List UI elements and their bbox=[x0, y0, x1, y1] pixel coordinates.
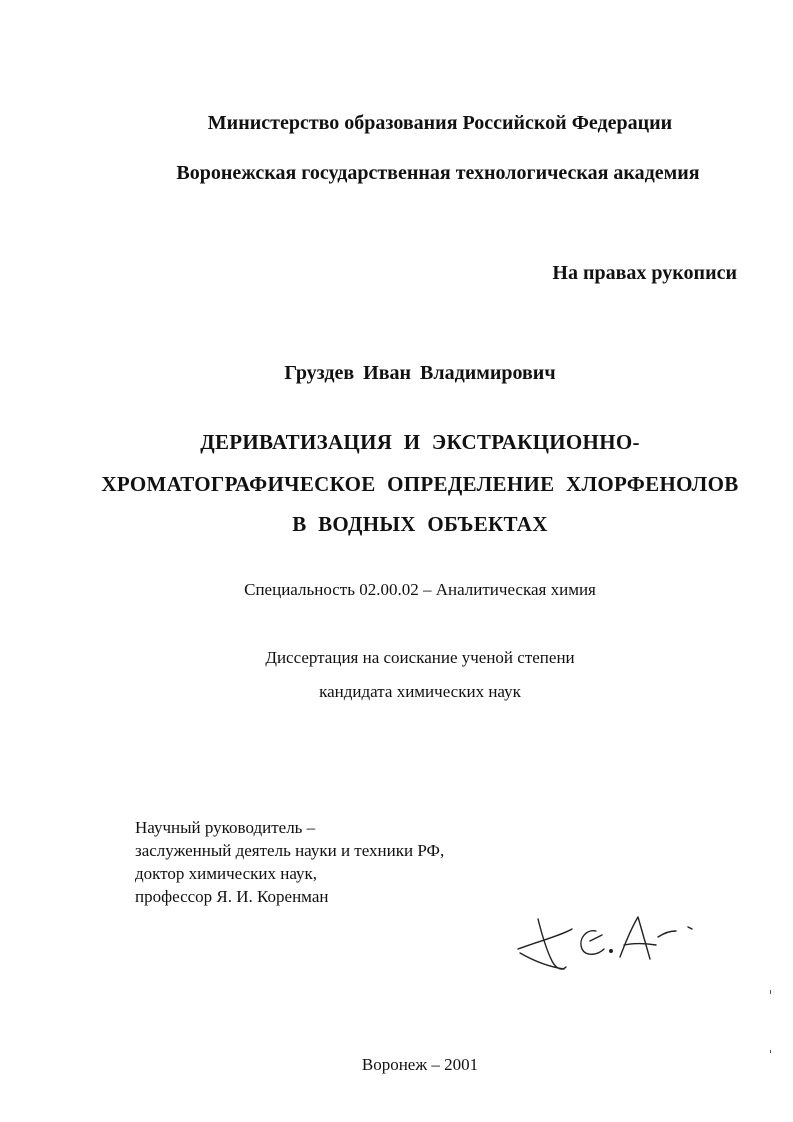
specialty: Специальность 02.00.02 – Аналитическая химия bbox=[244, 580, 596, 599]
scientific-advisor bbox=[135, 816, 444, 908]
academy-name: Воронежская государственная технологическая академия bbox=[176, 162, 700, 184]
advisor-line-3: доктор химических наук, bbox=[135, 864, 318, 883]
advisor-line-2: заслуженный деятель науки и техники РФ, bbox=[135, 841, 445, 860]
title-line-1: ДЕРИВАТИЗАЦИЯ И ЭКСТРАКЦИОННО- bbox=[200, 430, 640, 454]
ministry-name: Министерство образования Российской Федерации bbox=[207, 112, 673, 134]
advisor-line-4: профессор Я. И. Коренман bbox=[135, 887, 329, 906]
dissertation-degree-line-2: кандидата химических наук bbox=[319, 682, 521, 701]
handwritten-signature-icon bbox=[510, 905, 700, 980]
author-name: Груздев Иван Владимирович bbox=[284, 362, 556, 384]
title-line-2: ХРОМАТОГРАФИЧЕСКОЕ ОПРЕДЕЛЕНИЕ ХЛОРФЕНОЛОВ bbox=[101, 472, 739, 496]
scan-mark bbox=[770, 1050, 771, 1053]
manuscript-rights-note: На правах рукописи bbox=[552, 262, 737, 284]
advisor-line-1: Научный руководитель – bbox=[135, 818, 316, 837]
title-line-3: В ВОДНЫХ ОБЪЕКТАХ bbox=[292, 512, 548, 536]
scan-mark bbox=[770, 990, 771, 994]
dissertation-degree-line-1: Диссертация на соискание ученой степени bbox=[265, 648, 575, 667]
city-year: Воронеж – 2001 bbox=[361, 1055, 479, 1074]
